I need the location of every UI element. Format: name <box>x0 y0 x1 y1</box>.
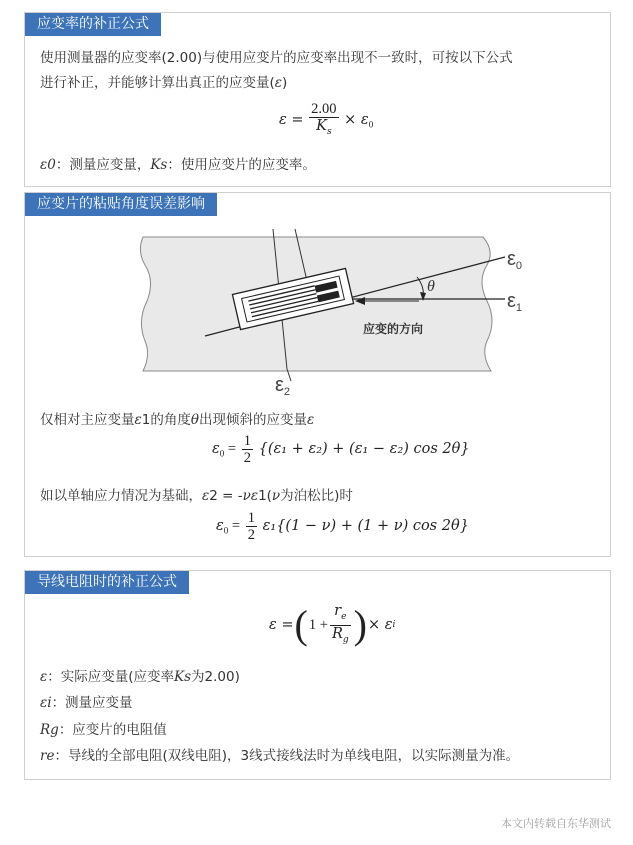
section-title: 导线电阻时的补正公式 <box>25 571 189 594</box>
section-title: 应变率的补正公式 <box>25 13 161 36</box>
strain-gauge-diagram <box>25 221 612 401</box>
definition-line: Rg：应变片的电阻值 <box>40 722 167 738</box>
svg-text:应变的方向: 应变的方向 <box>363 322 424 336</box>
section-angle-error <box>24 192 611 557</box>
section-lead-wire-correction <box>24 570 611 780</box>
paragraph: 如以单轴应力情况为基础，ε2 = -νε1(ν为泊松比)时 <box>40 488 353 504</box>
formula-uniaxial: $\varepsilon_0$ = $\frac{1}{2}$ ε₁{(1 − ν) + (1 + ν) cos 2θ} <box>216 510 469 543</box>
source-credit: 本文内转载自东华测试 <box>501 817 611 830</box>
svg-text:ε2: $\varepsilon_2$ <box>275 374 291 398</box>
svg-text:ε1: $\varepsilon_1$ <box>507 290 523 314</box>
formula-inclined-strain: $\varepsilon_0$ = $\frac{1}{2}$ {(ε₁ + ε₂) + (ε₁ − ε₂) cos 2θ} <box>212 433 470 466</box>
svg-text:ε0: $\varepsilon_0$ <box>507 248 523 272</box>
definition-line: ε0：测量应变量，Ks：使用应变片的应变率。 <box>40 157 316 173</box>
section-gauge-factor-correction <box>24 12 611 187</box>
definition-line: re：导线的全部电阻(双线电阻)，3线式接线法时为单线电阻，以实际测量为准。 <box>40 748 520 764</box>
definition-line: ε：实际应变量(应变率Ks为2.00) <box>40 669 240 685</box>
definition-line: εi：测量应变量 <box>40 695 133 711</box>
paragraph: 使用测量器的应变率(2.00)与使用应变片的应变率出现不一致时，可按以下公式 <box>40 50 513 66</box>
paragraph: 进行补正，并能够计算出真正的应变量(ε) <box>40 75 288 91</box>
svg-text:θ: θ <box>427 278 435 295</box>
formula-gauge-factor: ε = $\frac{2.00}{K_s}$ × $\varepsilon_0$ <box>279 101 374 137</box>
section-title: 应变片的粘贴角度误差影响 <box>25 193 217 216</box>
formula-lead-wire: ε = ( 1 + $\frac{r_e}{R_g}$ ) × ε i <box>269 602 396 648</box>
paragraph: 仅相对主应变量ε1的角度θ出现倾斜的应变量ε <box>40 412 315 428</box>
